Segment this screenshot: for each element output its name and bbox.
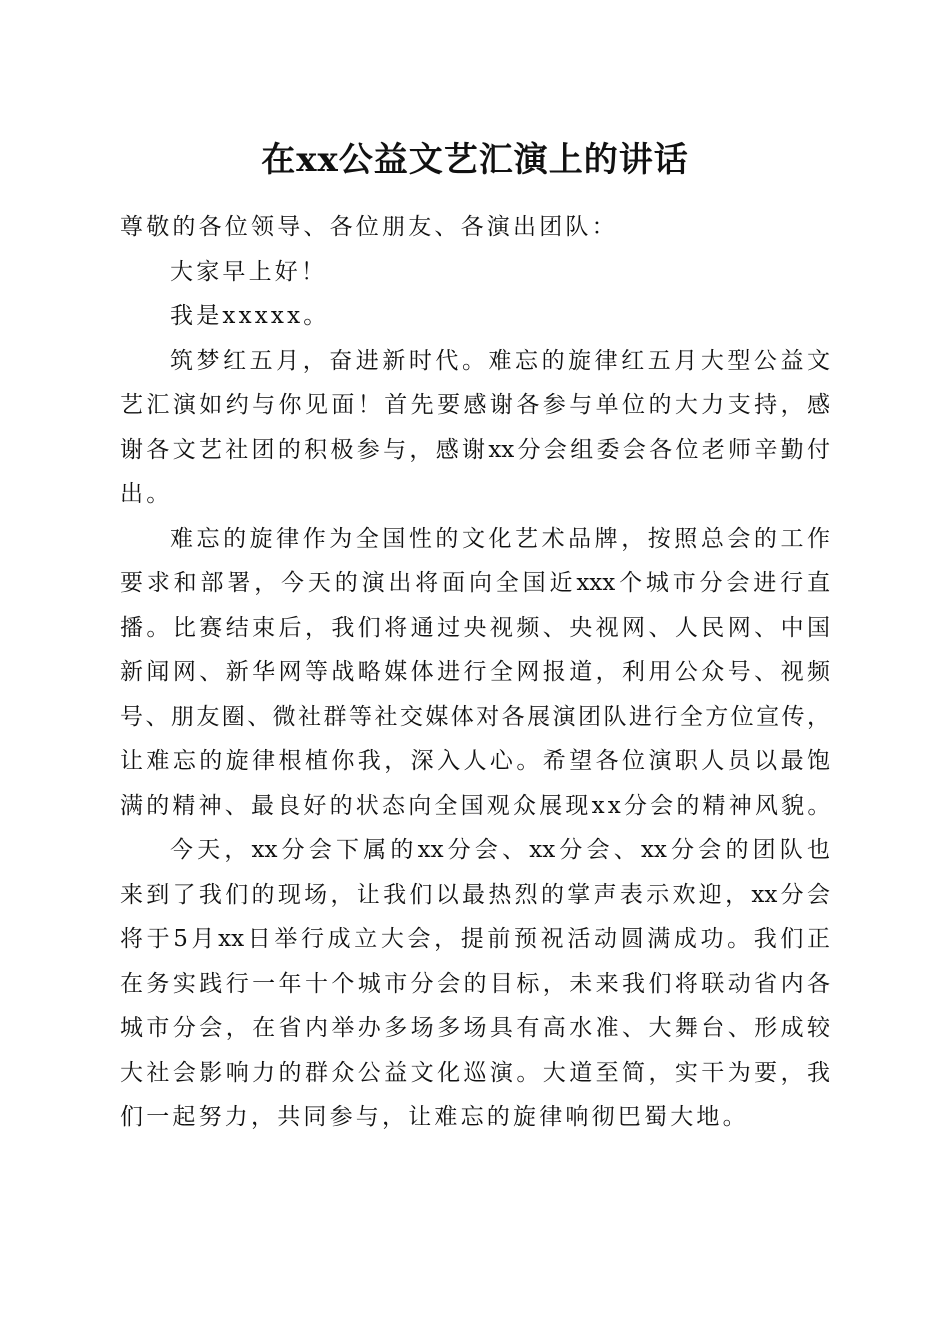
paragraph-line: 今天，xx分会下属的xx分会、xx分会、xx分会的团队也 <box>170 837 830 863</box>
paragraph-line: 将于5月xx日举行成立大会，提前预祝活动圆满成功。我们正 <box>120 926 830 952</box>
paragraph-line: 筑梦红五月，奋进新时代。难忘的旋律红五月大型公益文 <box>170 347 830 374</box>
paragraph-line: 要求和部署，今天的演出将面向全国近xxx个城市分会进行直 <box>120 570 830 596</box>
paragraph-line: 满的精神、最良好的状态向全国观众展现xx分会的精神风貌。 <box>120 792 834 819</box>
paragraph-line: 新闻网、新华网等战略媒体进行全网报道，利用公众号、视频 <box>120 659 830 685</box>
paragraph-line: 艺汇演如约与你见面！首先要感谢各参与单位的大力支持，感 <box>120 392 830 418</box>
paragraph-line: 来到了我们的现场，让我们以最热烈的掌声表示欢迎，xx分会 <box>120 881 830 908</box>
self-introduction-line: 我是xxxxx。 <box>170 303 330 329</box>
paragraph-line: 难忘的旋律作为全国性的文化艺术品牌，按照总会的工作 <box>170 525 830 552</box>
paragraph-line: 们一起努力，共同参与，让难忘的旋律响彻巴蜀大地。 <box>120 1104 749 1130</box>
salutation-line: 尊敬的各位领导、各位朋友、各演出团队： <box>120 214 618 240</box>
paragraph-line: 谢各文艺社团的积极参与，感谢xx分会组委会各位老师辛勤付 <box>120 436 830 463</box>
speech-body <box>120 205 834 1140</box>
paragraph-line: 大社会影响力的群众公益文化巡演。大道至简，实干为要，我 <box>120 1059 830 1086</box>
paragraph-line: 城市分会，在省内举办多场多场具有高水准、大舞台、形成较 <box>120 1015 830 1041</box>
paragraph-line: 出。 <box>120 481 173 507</box>
paragraph-line: 让难忘的旋律根植你我，深入人心。希望各位演职人员以最饱 <box>120 748 830 774</box>
paragraph-line: 播。比赛结束后，我们将通过央视频、央视网、人民网、中国 <box>120 614 830 641</box>
paragraph-line: 在务实践行一年十个城市分会的目标，未来我们将联动省内各 <box>120 970 830 997</box>
document-title: 在xx公益文艺汇演上的讲话 <box>261 140 689 180</box>
paragraph-line: 号、朋友圈、微社群等社交媒体对各展演团队进行全方位宣传， <box>120 703 830 730</box>
greeting-line: 大家早上好！ <box>170 258 328 285</box>
